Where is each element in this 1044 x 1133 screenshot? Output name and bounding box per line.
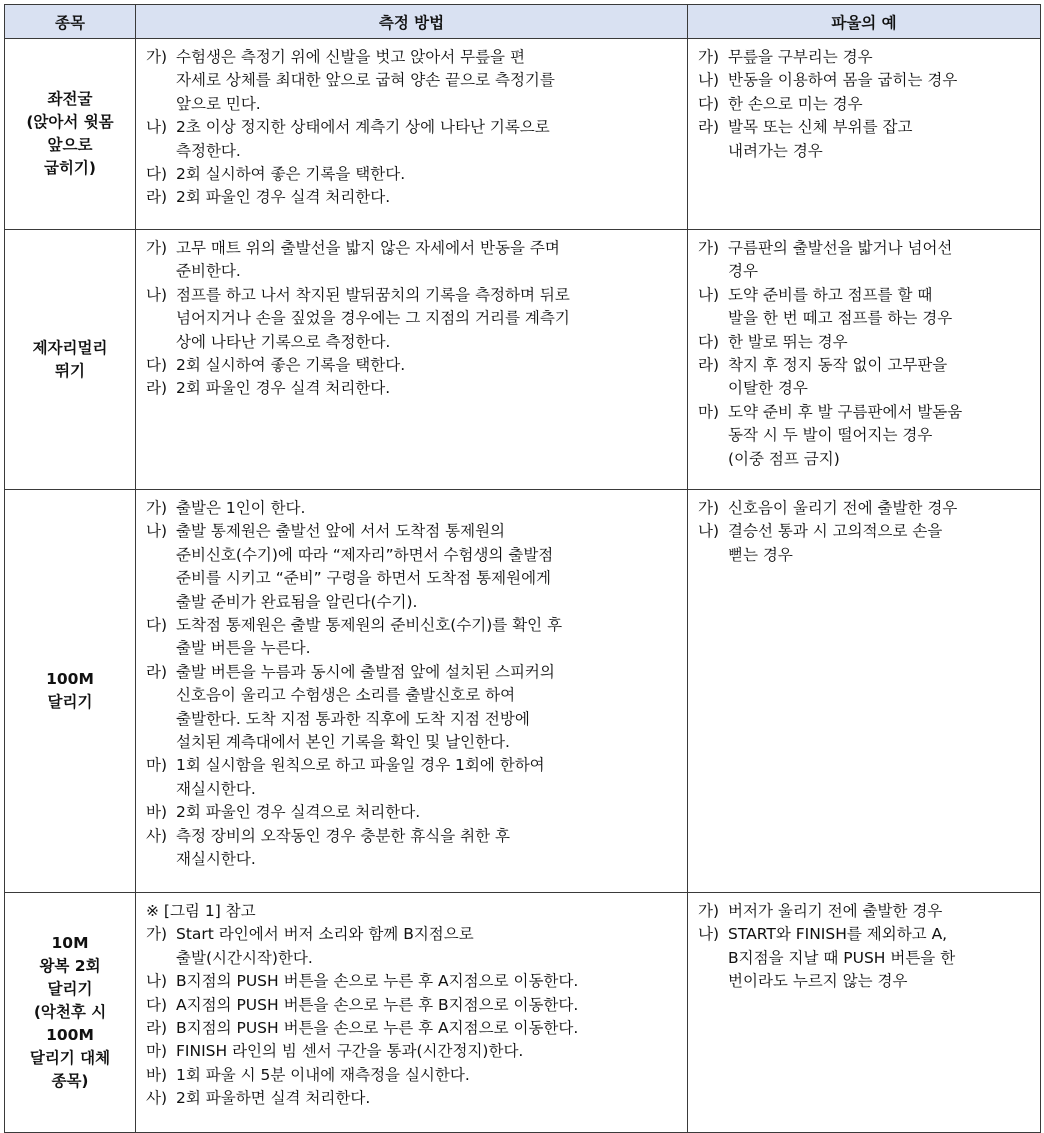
item-text-line: 발목 또는 신체 부위를 잡고 — [728, 118, 913, 137]
method-item — [146, 1064, 681, 1087]
item-text-line: 상에 나타난 기록으로 측정한다. — [176, 332, 391, 351]
method-item — [146, 284, 681, 354]
item-label: 나) — [146, 118, 168, 137]
item-text-line: 2회 파울인 경우 실격 처리한다. — [176, 379, 391, 398]
method-item — [146, 520, 681, 614]
method-item — [146, 754, 681, 801]
item-label: 라) — [146, 379, 168, 398]
item-text-line: 뻗는 경우 — [728, 545, 793, 564]
foul-item — [698, 93, 1034, 116]
item-text-line: 구름판의 출발선을 밟거나 넘어선 — [728, 239, 953, 257]
item-text-line: 2회 파울인 경우 실격으로 처리한다. — [176, 803, 421, 822]
event-name-line: 달리기 — [47, 693, 93, 711]
item-text-line: 2회 실시하여 좋은 기록을 택한다. — [176, 165, 406, 184]
item-label: 마) — [146, 1042, 168, 1061]
header-event: 종목 — [5, 5, 136, 39]
item-label: 가) — [146, 48, 168, 66]
item-label: 바) — [146, 1065, 168, 1084]
event-name-line: 10M — [51, 934, 89, 952]
item-label: 다) — [698, 332, 720, 351]
item-label: 다) — [146, 995, 168, 1014]
item-text-line: 번이라도 누르지 않는 경우 — [728, 972, 908, 991]
item-label: 바) — [146, 803, 168, 822]
item-label: 라) — [146, 1019, 168, 1038]
item-text-line: 설치된 계측대에서 본인 기록을 확인 및 날인한다. — [176, 733, 510, 752]
item-label: 다) — [698, 94, 720, 113]
method-item — [146, 970, 681, 993]
method-cell — [136, 39, 688, 230]
event-cell — [5, 490, 136, 893]
item-text-line: FINISH 라인의 빔 센서 구간을 통과(시간정지)한다. — [176, 1042, 524, 1061]
foul-item — [698, 354, 1034, 401]
foul-item — [698, 46, 1034, 69]
event-cell — [5, 39, 136, 230]
foul-item — [698, 497, 1034, 520]
foul-item — [698, 331, 1034, 354]
event-name-line: 100M — [46, 1026, 94, 1044]
item-label: 나) — [698, 71, 720, 90]
foul-item — [698, 116, 1034, 163]
item-label: 사) — [146, 1089, 168, 1108]
item-text-line: 한 발로 뛰는 경우 — [728, 332, 848, 351]
method-item — [146, 801, 681, 824]
method-cell — [136, 490, 688, 893]
method-item — [146, 923, 681, 970]
event-name-line: 굽히기) — [43, 159, 96, 177]
item-label: 나) — [698, 925, 720, 944]
item-text-line: 준비신호(수기)에 따라 “제자리”하면서 수험생의 출발점 — [176, 545, 554, 564]
item-text-line: 출발 버튼을 누른다. — [176, 639, 311, 658]
item-label: 사) — [146, 826, 168, 845]
method-item — [146, 1017, 681, 1040]
fouls-cell — [688, 230, 1041, 490]
item-label: 가) — [146, 239, 168, 257]
item-text-line: 출발은 1인이 한다. — [176, 499, 306, 517]
foul-item — [698, 284, 1034, 331]
method-item — [146, 163, 681, 186]
item-text-line: 측정 장비의 오작동인 경우 충분한 휴식을 취한 후 — [176, 826, 510, 845]
item-label: 가) — [146, 925, 168, 944]
item-text-line: 출발 버튼을 누름과 동시에 출발점 앞에 설치된 스피커의 — [176, 662, 555, 681]
event-name-line: 달리기 — [47, 980, 93, 998]
item-label: 가) — [698, 499, 720, 517]
event-name-line: 100M — [46, 670, 94, 688]
event-name-line: 좌전굴 — [47, 90, 93, 108]
table-row — [5, 39, 1041, 230]
item-text-line: 내려가는 경우 — [728, 141, 823, 160]
item-text-line: 준비를 시키고 “준비” 구령을 하면서 도착점 통제원에게 — [176, 569, 552, 588]
item-text-line: 발을 한 번 떼고 점프를 하는 경우 — [728, 309, 953, 328]
fouls-cell — [688, 893, 1041, 1133]
item-text-line: 무릎을 구부리는 경우 — [728, 48, 873, 66]
item-text-line: 출발 준비가 완료됨을 알린다(수기). — [176, 592, 418, 611]
item-label: 나) — [698, 285, 720, 304]
item-text-line: 신호음이 울리고 수험생은 소리를 출발신호로 하여 — [176, 686, 516, 705]
event-cell — [5, 893, 136, 1133]
item-label: 다) — [146, 165, 168, 184]
method-item — [146, 377, 681, 400]
table-row — [5, 893, 1041, 1133]
item-label: 가) — [698, 902, 720, 920]
item-text-line: 앞으로 민다. — [176, 94, 261, 113]
foul-item — [698, 520, 1034, 567]
method-item — [146, 994, 681, 1017]
figure-reference-note: ※ [그림 1] 참고 — [146, 902, 256, 920]
item-label: 나) — [698, 522, 720, 541]
method-cell — [136, 893, 688, 1133]
item-label: 나) — [146, 522, 168, 541]
foul-item — [698, 923, 1034, 993]
item-text-line: B지점의 PUSH 버튼을 손으로 누른 후 A지점으로 이동한다. — [176, 1019, 579, 1038]
event-name-line: 뛰기 — [55, 361, 85, 380]
foul-item — [698, 69, 1034, 92]
item-text-line: B지점을 지날 때 PUSH 버튼을 한 — [728, 948, 956, 967]
item-text-line: 2회 파울하면 실격 처리한다. — [176, 1089, 371, 1108]
item-text-line: 고무 매트 위의 출발선을 밟지 않은 자세에서 반동을 주며 — [176, 239, 560, 257]
event-name-line: 달리기 대체 — [29, 1049, 111, 1067]
item-text-line: 2회 파울인 경우 실격 처리한다. — [176, 188, 391, 207]
item-text-line: 동작 시 두 발이 떨어지는 경우 — [728, 426, 933, 445]
event-cell — [5, 230, 136, 490]
foul-item — [698, 900, 1034, 923]
item-text-line: 한 손으로 미는 경우 — [728, 94, 863, 113]
method-item — [146, 661, 681, 755]
method-item — [146, 497, 681, 520]
item-text-line: 재실시한다. — [176, 850, 256, 869]
event-name-line: 앞으로 — [47, 136, 93, 154]
method-item — [146, 825, 681, 872]
item-label: 라) — [146, 662, 168, 681]
item-label: 다) — [146, 616, 168, 635]
item-text-line: 출발 통제원은 출발선 앞에 서서 도착점 통제원의 — [176, 522, 506, 541]
method-item — [146, 237, 681, 284]
item-text-line: START와 FINISH를 제외하고 A, — [728, 925, 948, 944]
fitness-test-table — [4, 4, 1041, 1133]
method-cell — [136, 230, 688, 490]
foul-item — [698, 401, 1034, 471]
item-text-line: (이중 점프 금지) — [728, 449, 840, 468]
item-text-line: 수험생은 측정기 위에 신발을 벗고 앉아서 무릎을 편 — [176, 48, 525, 66]
item-label: 라) — [698, 356, 720, 375]
method-item — [146, 186, 681, 209]
item-text-line: 버저가 울리기 전에 출발한 경우 — [728, 902, 943, 920]
item-text-line: B지점의 PUSH 버튼을 손으로 누른 후 A지점으로 이동한다. — [176, 972, 579, 991]
item-text-line: 출발한다. 도착 지점 통과한 직후에 도착 지점 전방에 — [176, 709, 530, 728]
item-label: 가) — [698, 48, 720, 66]
item-text-line: 반동을 이용하여 몸을 굽히는 경우 — [728, 71, 958, 90]
fouls-cell — [688, 39, 1041, 230]
item-text-line: 1회 실시함을 원칙으로 하고 파울일 경우 1회에 한하여 — [176, 756, 545, 775]
item-label: 라) — [146, 188, 168, 207]
method-item — [146, 46, 681, 116]
item-label: 라) — [698, 118, 720, 137]
event-name-line: 왕복 2회 — [39, 957, 101, 975]
item-label: 가) — [146, 499, 168, 517]
event-name-line: 제자리멀리 — [32, 338, 108, 357]
method-item — [146, 1040, 681, 1063]
item-text-line: 측정한다. — [176, 141, 241, 160]
item-label: 나) — [146, 285, 168, 304]
item-text-line: 넘어지거나 손을 짚었을 경우에는 그 지점의 거리를 계측기 — [176, 309, 570, 328]
item-text-line: Start 라인에서 버저 소리와 함께 B지점으로 — [176, 925, 474, 944]
table-row — [5, 230, 1041, 490]
method-item — [146, 116, 681, 163]
header-fouls: 파울의 예 — [688, 5, 1041, 39]
item-text-line: 재실시한다. — [176, 779, 256, 798]
item-text-line: 도약 준비 후 발 구름판에서 발돋움 — [728, 402, 963, 421]
item-text-line: 1회 파울 시 5분 이내에 재측정을 실시한다. — [176, 1065, 470, 1084]
foul-item — [698, 237, 1034, 284]
item-text-line: 신호음이 울리기 전에 출발한 경우 — [728, 499, 958, 517]
event-name-line: (악천후 시 — [33, 1003, 107, 1021]
event-name-line: 종목) — [51, 1072, 89, 1090]
item-text-line: 점프를 하고 나서 착지된 발뒤꿈치의 기록을 측정하며 뒤로 — [176, 285, 570, 304]
method-item — [146, 614, 681, 661]
item-text-line: 2회 실시하여 좋은 기록을 택한다. — [176, 356, 406, 375]
item-text-line: A지점의 PUSH 버튼을 손으로 누른 후 B지점으로 이동한다. — [176, 995, 579, 1014]
item-text-line: 결승선 통과 시 고의적으로 손을 — [728, 522, 943, 541]
method-item — [146, 1087, 681, 1110]
item-text-line: 출발(시간시작)한다. — [176, 948, 313, 967]
item-text-line: 이탈한 경우 — [728, 379, 808, 398]
item-label: 나) — [146, 972, 168, 991]
event-name-line: (앉아서 윗몸 — [26, 113, 114, 131]
item-text-line: 준비한다. — [176, 262, 241, 281]
table-row — [5, 490, 1041, 893]
item-label: 마) — [698, 402, 720, 421]
item-text-line: 자세로 상체를 최대한 앞으로 굽혀 양손 끝으로 측정기를 — [176, 71, 555, 90]
item-text-line: 도착점 통제원은 출발 통제원의 준비신호(수기)를 확인 후 — [176, 616, 563, 635]
method-item — [146, 354, 681, 377]
header-row — [5, 5, 1041, 39]
item-text-line: 착지 후 정지 동작 없이 고무판을 — [728, 356, 948, 375]
header-method: 측정 방법 — [136, 5, 688, 39]
item-label: 가) — [698, 239, 720, 257]
item-text-line: 경우 — [728, 262, 758, 281]
item-label: 다) — [146, 356, 168, 375]
fouls-cell — [688, 490, 1041, 893]
item-text-line: 도약 준비를 하고 점프를 할 때 — [728, 285, 933, 304]
item-text-line: 2초 이상 정지한 상태에서 계측기 상에 나타난 기록으로 — [176, 118, 550, 137]
item-label: 마) — [146, 756, 168, 775]
